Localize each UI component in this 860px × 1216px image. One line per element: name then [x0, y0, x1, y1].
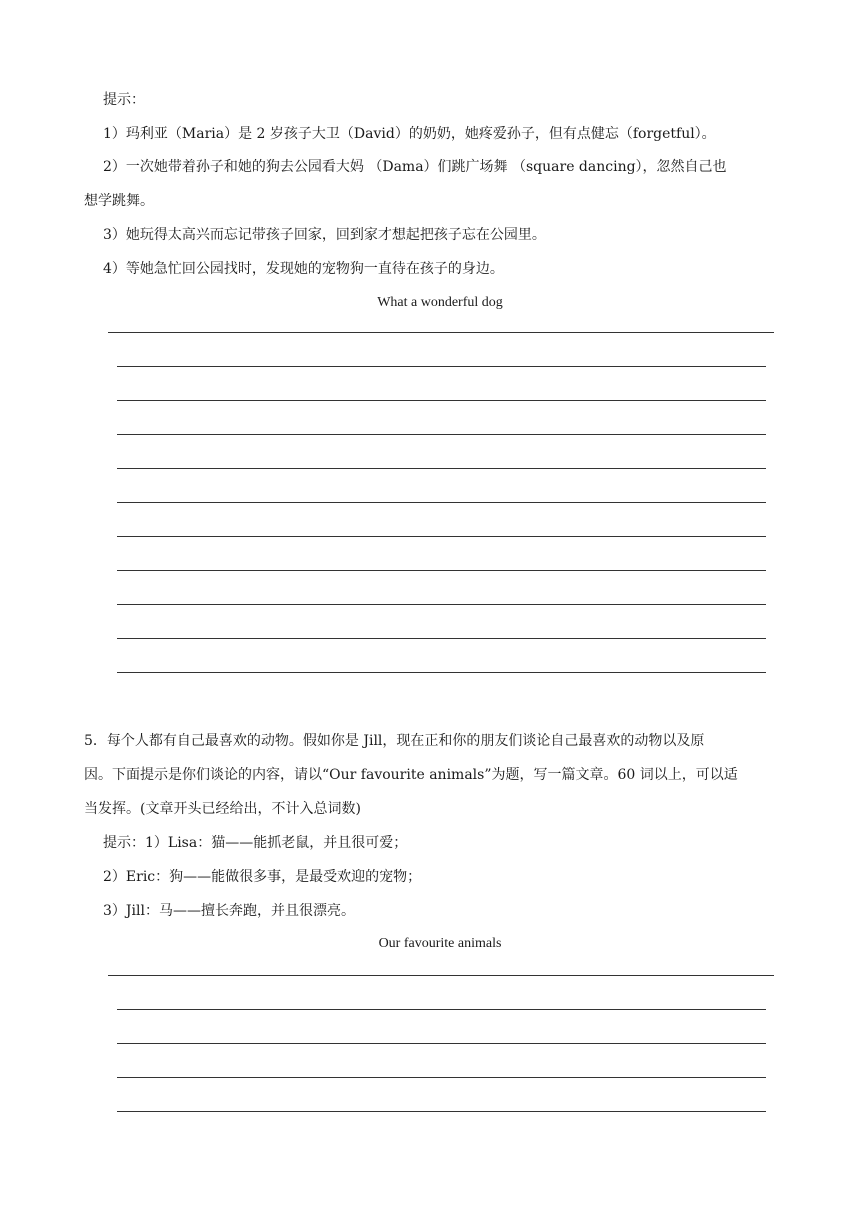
writing-line [117, 1009, 766, 1010]
writing-line [117, 366, 766, 367]
writing-line [117, 536, 766, 537]
hint-line-4: 4）等她急忙回公园找时，发现她的宠物狗一直待在孩子的身边。 [103, 261, 504, 277]
writing-line [117, 570, 766, 571]
writing-line [117, 1077, 766, 1078]
writing-line [117, 1043, 766, 1044]
question5-hint-2: 2）Eric：狗——能做很多事，是最受欢迎的宠物； [103, 869, 422, 885]
hint-line-2: 2）一次她带着孙子和她的狗去公园看大妈 （Dama）们跳广场舞 （square dancing），忽然自己也 [103, 159, 727, 175]
writing-line [117, 502, 766, 503]
hint-line-1: 1）玛利亚（Maria）是 2 岁孩子大卫（David）的奶奶，她疼爱孙子，但有点健忘（forgetful）。 [103, 126, 716, 142]
writing-line [117, 1111, 766, 1112]
writing-line [117, 638, 766, 639]
writing-line [108, 332, 774, 333]
hint-line-2-continued: 想学跳舞。 [84, 193, 154, 209]
essay-title-1: What a wonderful dog [377, 295, 503, 310]
question5-intro-line-1: 5．每个人都有自己最喜欢的动物。假如你是 Jill，现在正和你的朋友们谈论自己最喜欢的动物以及原 [84, 733, 705, 749]
question5-hint-1: 提示：1）Lisa：猫——能抓老鼠，并且很可爱； [103, 835, 408, 851]
hint-line-3: 3）她玩得太高兴而忘记带孩子回家，回到家才想起把孩子忘在公园里。 [103, 227, 546, 243]
essay-title-2: Our favourite animals [378, 936, 502, 951]
writing-line [117, 672, 766, 673]
hint-label: 提示： [103, 92, 145, 108]
writing-line [117, 604, 766, 605]
question5-hint-3: 3）Jill：马——擅长奔跑，并且很漂亮。 [103, 903, 355, 919]
writing-line [108, 975, 774, 976]
question5-intro-line-3: 当发挥。(文章开头已经给出，不计入总词数) [84, 801, 361, 817]
writing-line [117, 434, 766, 435]
writing-line [117, 468, 766, 469]
question5-intro-line-2: 因。下面提示是你们谈论的内容，请以“Our favourite animals”为题，写一篇文章。60 词以上，可以适 [84, 767, 738, 783]
writing-line [117, 400, 766, 401]
